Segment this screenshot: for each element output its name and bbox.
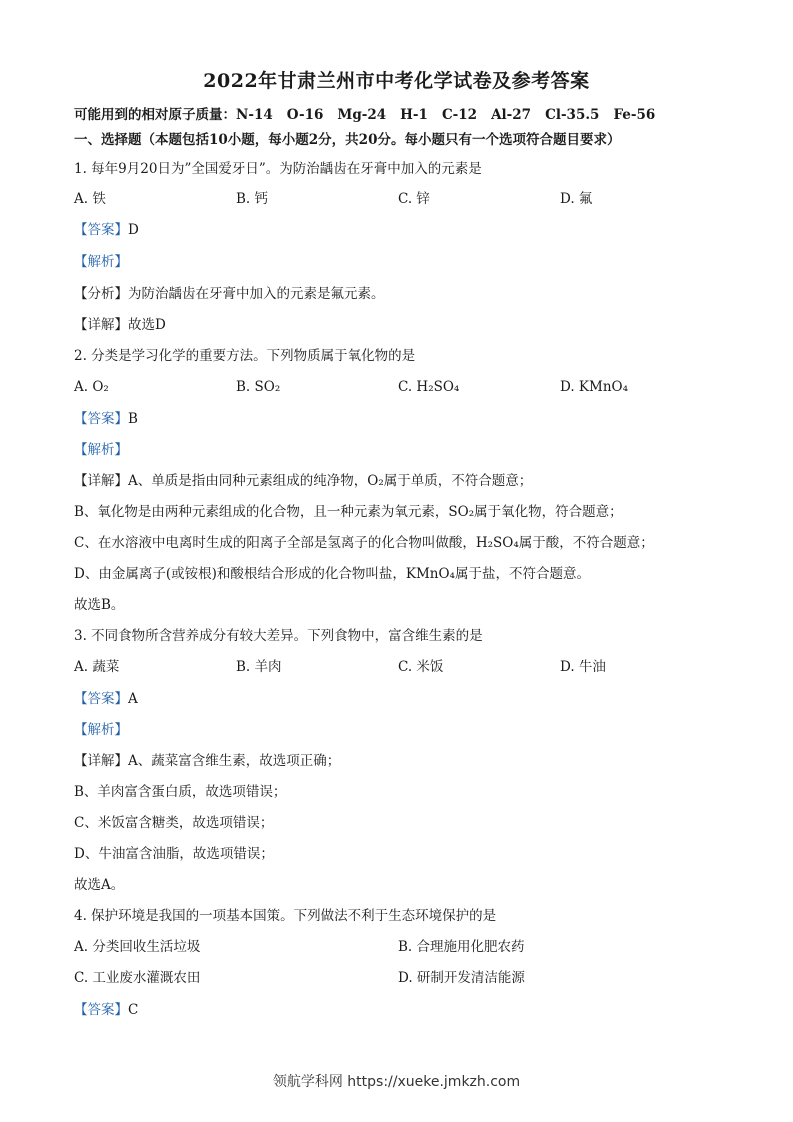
answer-value: B: [128, 411, 138, 427]
answer-line: [74, 221, 139, 239]
atomic-masses-label: 可能用到的相对原子质量：: [74, 107, 236, 123]
answer-value: D: [128, 222, 139, 238]
detail-line: D、由金属离子(或铵根)和酸根结合形成的化合物叫盐，KMnO₄属于盐，不符合题意。: [74, 566, 590, 582]
atomic-mass-item: Al-27: [491, 107, 532, 123]
answer-tag: 【答案】: [74, 1002, 128, 1018]
answer-value: C: [128, 1002, 139, 1018]
answer-line: [74, 690, 138, 708]
question-stem: 3. 不同食物所含营养成分有较大差异。下列食物中，富含维生素的是: [74, 628, 483, 644]
detail-line: [74, 316, 166, 334]
detail-line: C、在水溶液中电离时生成的阳离子全部是氢离子的化合物叫做酸，H₂SO₄属于酸，不符合题意；: [74, 535, 654, 551]
atomic-mass-item: N-14: [236, 107, 273, 123]
option-a: A. 铁: [74, 191, 106, 207]
detail-line: [74, 752, 340, 770]
answer-line: [74, 410, 138, 428]
option-d: D. KMnO₄: [560, 379, 629, 395]
option-b: B. 钙: [236, 191, 269, 207]
conclusion-line: 故选B。: [74, 597, 125, 613]
answer-line: [74, 1001, 138, 1019]
detail-line: B、氧化物是由两种元素组成的化合物，且一种元素为氧元素，SO₂属于氧化物，符合题意；: [74, 504, 623, 520]
answer-tag: 【答案】: [74, 222, 128, 238]
option-a: A. 分类回收生活垃圾: [74, 939, 201, 955]
option-c: C. 工业废水灌溉农田: [74, 970, 201, 986]
answer-value: A: [128, 691, 138, 707]
detail-text: A、蔬菜富含维生素，故选项正确；: [128, 753, 341, 769]
analysis-line: [74, 253, 128, 271]
analysis-line: [74, 441, 128, 459]
option-c: C. 锌: [398, 191, 430, 207]
atomic-masses-line: [74, 106, 655, 124]
detail-tag: 【详解】: [74, 317, 128, 333]
question-stem: 4. 保护环境是我国的一项基本国策。下列做法不利于生态环境保护的是: [74, 908, 497, 924]
atomic-mass-item: H-1: [400, 107, 428, 123]
atomic-mass-item: O-16: [286, 107, 324, 123]
detail-line: [74, 472, 532, 490]
fenxi-text: 为防治龋齿在牙膏中加入的元素是氟元素。: [128, 286, 385, 302]
atomic-mass-item: Fe-56: [613, 107, 656, 123]
fenxi-tag: 【分析】: [74, 286, 128, 302]
detail-line: D、牛油富含油脂，故选项错误；: [74, 846, 274, 862]
option-d: D. 氟: [560, 191, 593, 207]
analysis-tag: 【解析】: [74, 442, 128, 458]
answer-tag: 【答案】: [74, 411, 128, 427]
option-b: B. 羊肉: [236, 659, 282, 675]
fenxi-line: [74, 285, 385, 303]
section-header: 一、选择题（本题包括10小题，每小题2分，共20分。每小题只有一个选项符合题目要求）: [74, 132, 621, 148]
atomic-mass-item: C-12: [441, 107, 478, 123]
option-a: A. O₂: [74, 379, 109, 395]
detail-tag: 【详解】: [74, 753, 128, 769]
atomic-mass-item: Mg-24: [337, 107, 387, 123]
option-d: D. 研制开发清洁能源: [398, 970, 525, 986]
option-a: A. 蔬菜: [74, 659, 120, 675]
analysis-tag: 【解析】: [74, 722, 128, 738]
detail-line: B、羊肉富含蛋白质，故选项错误；: [74, 784, 287, 800]
detail-tag: 【详解】: [74, 473, 128, 489]
question-stem: 2. 分类是学习化学的重要方法。下列物质属于氧化物的是: [74, 348, 416, 364]
answer-tag: 【答案】: [74, 691, 128, 707]
atomic-mass-item: Cl-35.5: [545, 107, 600, 123]
option-d: D. 牛油: [560, 659, 606, 675]
detail-text: 故选D: [128, 317, 166, 333]
option-c: C. 米饭: [398, 659, 444, 675]
option-b: B. 合理施用化肥农药: [398, 939, 525, 955]
analysis-line: [74, 721, 128, 739]
detail-line: C、米饭富含糖类，故选项错误；: [74, 815, 274, 831]
detail-text: A、单质是指由同种元素组成的纯净物，O₂属于单质，不符合题意；: [128, 473, 533, 489]
conclusion-line: 故选A。: [74, 877, 125, 893]
analysis-tag: 【解析】: [74, 254, 128, 270]
question-stem: 1. 每年9月20日为”全国爱牙日”。为防治龋齿在牙膏中加入的元素是: [74, 161, 482, 177]
option-c: C. H₂SO₄: [398, 379, 460, 395]
page-title: 2022年甘肃兰州市中考化学试卷及参考答案: [203, 70, 590, 92]
option-b: B. SO₂: [236, 379, 281, 395]
footer-watermark: 领航学科网 https://xueke.jmkzh.com: [272, 1074, 521, 1090]
